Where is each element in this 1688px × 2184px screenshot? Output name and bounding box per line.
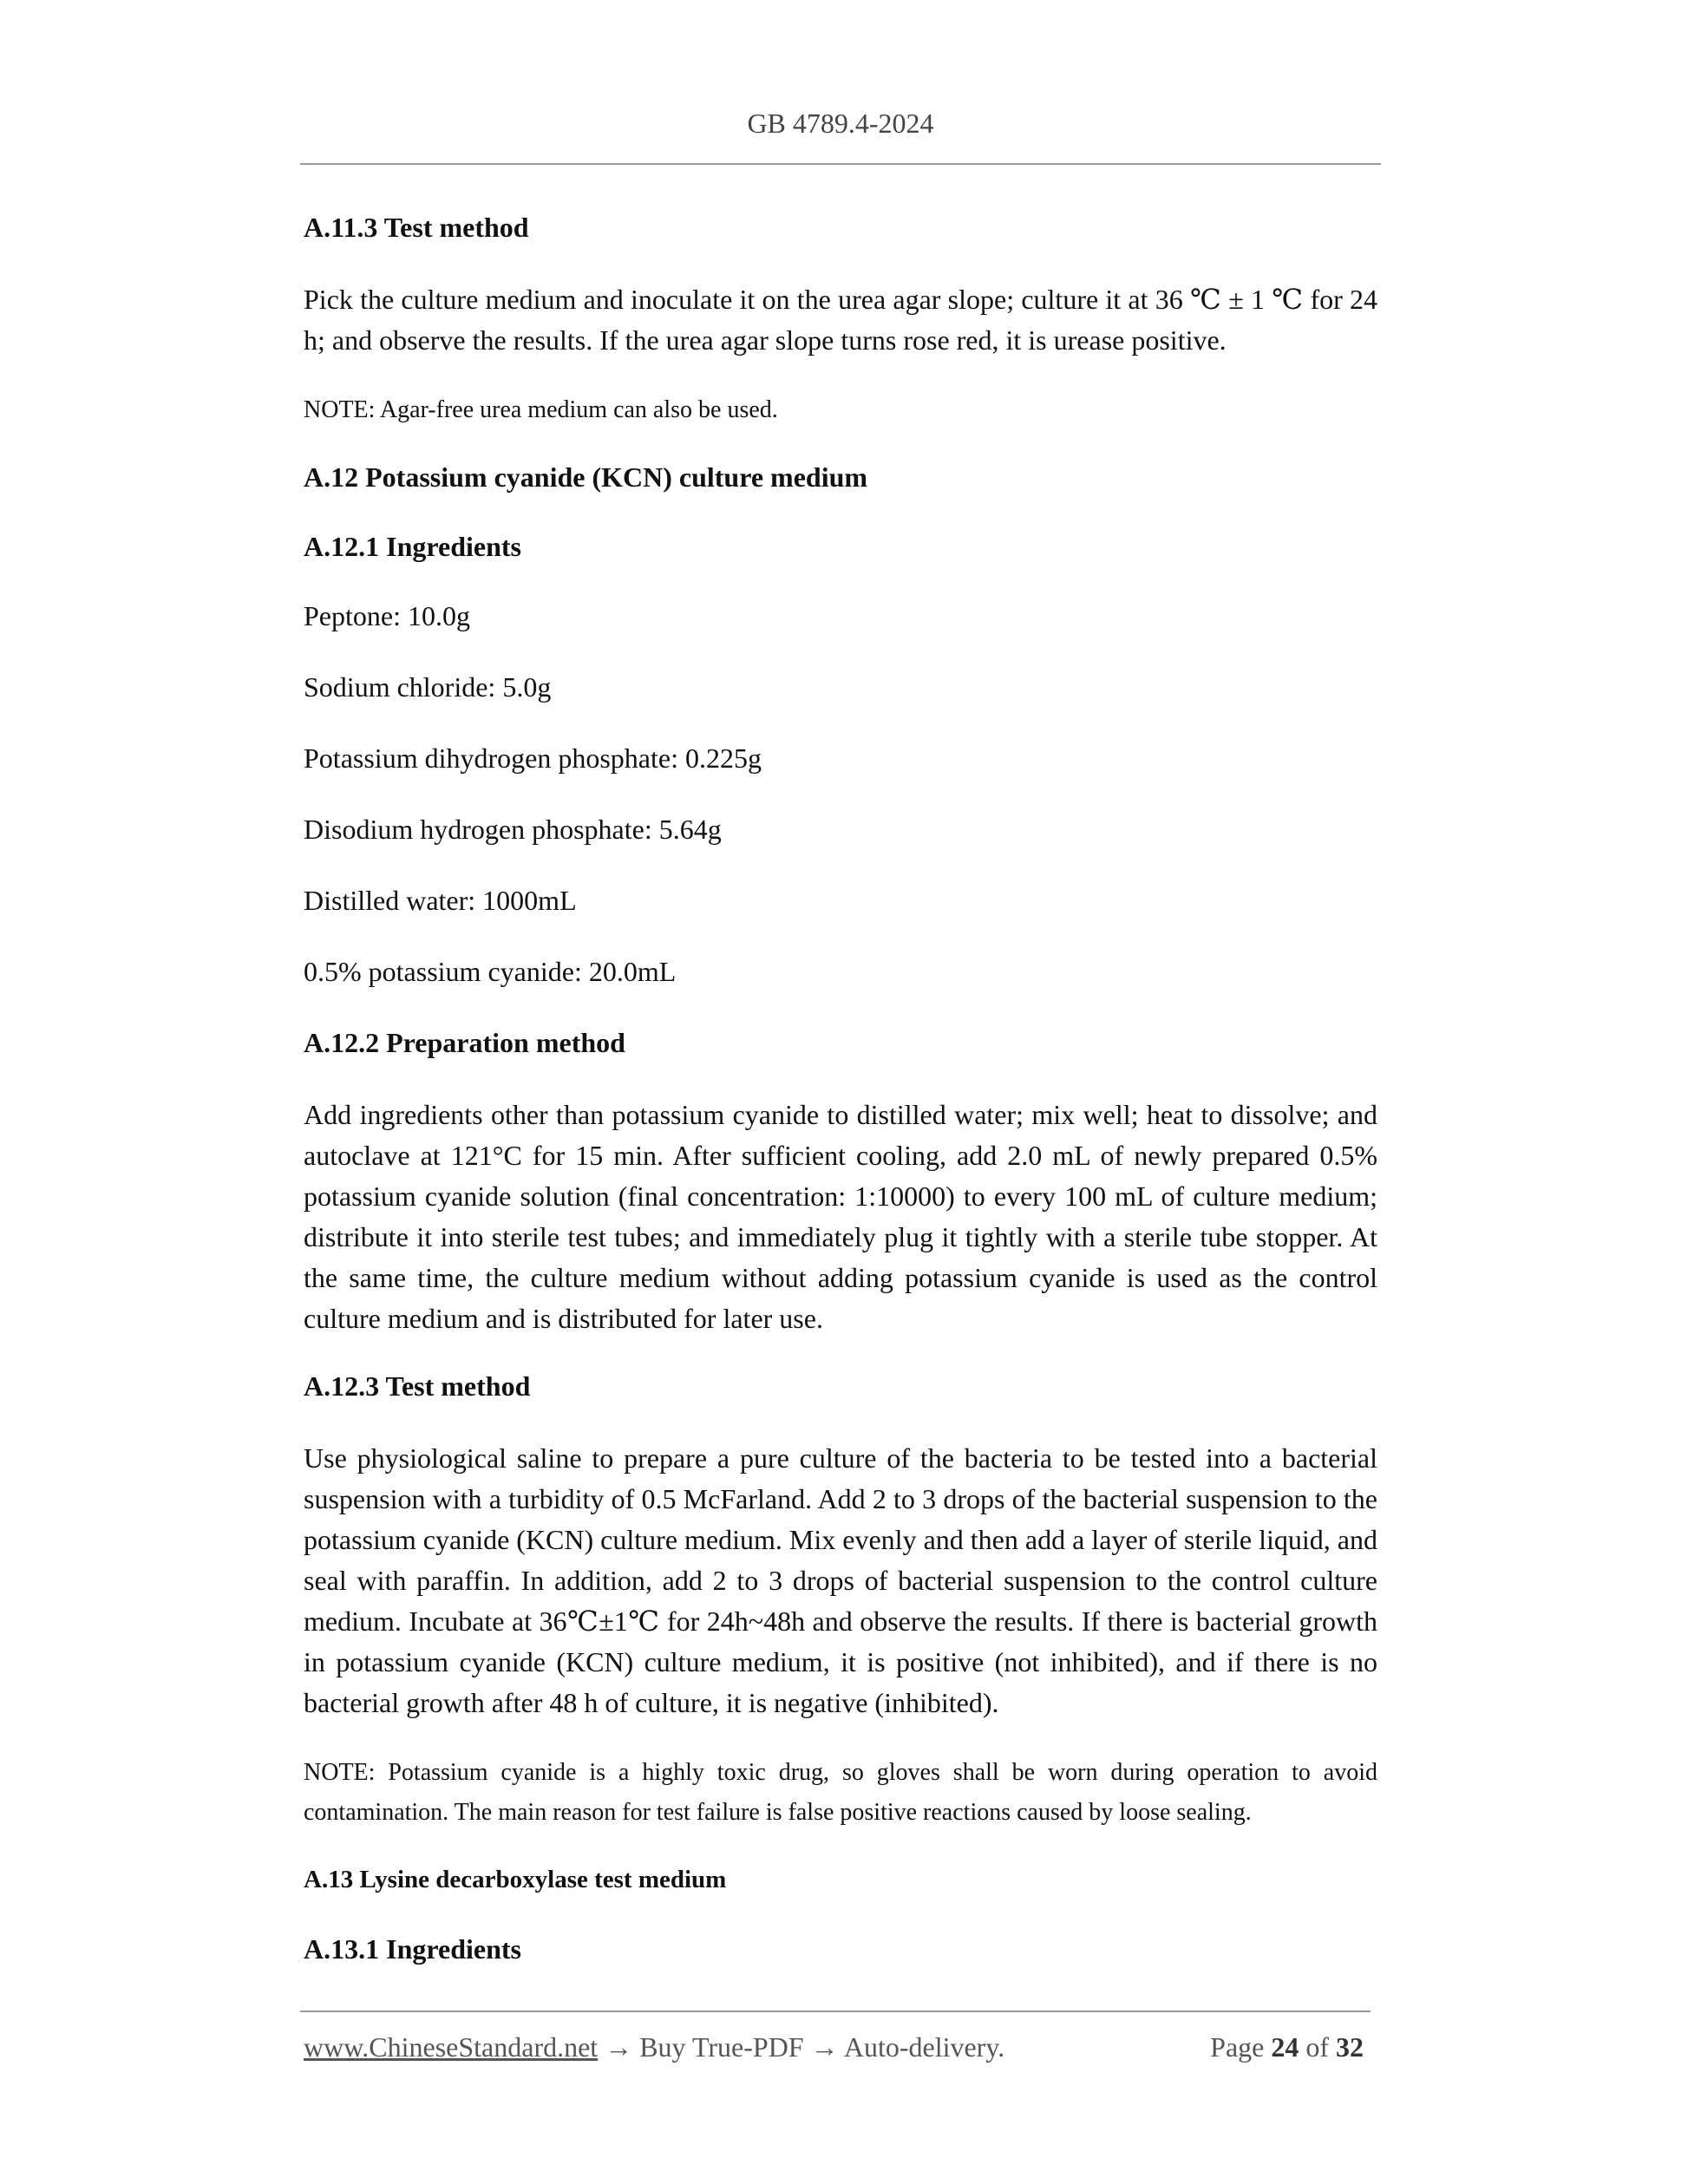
section-a12-2-title: A.12.2 Preparation method	[304, 1027, 625, 1058]
document-body	[304, 210, 1377, 2001]
header-divider	[300, 163, 1381, 165]
section-a13-1-title: A.13.1 Ingredients	[304, 1933, 521, 1965]
ingredient-item: Sodium chloride: 5.0g	[304, 671, 552, 703]
section-a12-3-title: A.12.3 Test method	[304, 1370, 531, 1402]
footer-site-link[interactable]: www.ChineseStandard.net	[304, 2031, 599, 2063]
section-a11-3-note: NOTE: Agar-free urea medium can also be used.	[304, 396, 778, 423]
section-a12-2-body: Add ingredients other than potassium cyanide to distilled water; mix well; heat to dissolve; and autoclave at 121°C for 15 min. After sufficient cooling, add 2.0 mL of newly prepared 0.5% potassium cyanide solution (final concentration: 1:10000) to every 100 mL of culture medium; distribute it into sterile test tubes; and immediately plug it tightly with a sterile tube stopper. At the same time, the culture medium without adding potassium cyanide is used as the control culture medium and is distributed for later use.	[304, 1099, 1377, 1334]
page-number	[1210, 2031, 1364, 2063]
footer-divider	[300, 2011, 1371, 2012]
ingredient-item: Potassium dihydrogen phosphate: 0.225g	[304, 742, 762, 774]
page-header-standard-code: GB 4789.4-2024	[747, 108, 934, 139]
ingredient-item: Distilled water: 1000mL	[304, 885, 577, 916]
footer-promo	[304, 2031, 1004, 2063]
page-label: Page	[1210, 2031, 1265, 2063]
footer-tagline: → Buy True-PDF → Auto-delivery.	[598, 2031, 1005, 2063]
section-a12-3-note: NOTE: Potassium cyanide is a highly toxic drug, so gloves shall be worn during operation to avoid contamination. The main reason for test failure is false positive reactions caused by loose sealing.	[304, 1759, 1377, 1826]
section-a11-3-body: Pick the culture medium and inoculate it on the urea agar slope; culture it at 36 ℃ ± 1 ℃ for 24 h; and observe the results. If the urea agar slope turns rose red, it is urease positive.	[304, 284, 1378, 356]
section-a12-title: A.12 Potassium cyanide (KCN) culture medium	[304, 461, 868, 493]
ingredient-item: Disodium hydrogen phosphate: 5.64g	[304, 814, 722, 845]
ingredient-item: Peptone: 10.0g	[304, 600, 470, 631]
page-current: 24	[1271, 2031, 1299, 2063]
ingredient-item: 0.5% potassium cyanide: 20.0mL	[304, 956, 677, 987]
section-a12-3-body: Use physiological saline to prepare a pure culture of the bacteria to be tested into a bacterial suspension with a turbidity of 0.5 McFarland. Add 2 to 3 drops of the bacterial suspension to the potassium cyanide (KCN) culture medium. Mix evenly and then add a layer of sterile liquid, and seal with paraffin. In addition, add 2 to 3 drops of bacterial suspension to the control culture medium. Incubate at 36℃±1℃ for 24h~48h and observe the results. If there is bacterial growth in potassium cyanide (KCN) culture medium, it is positive (not inhibited), and if there is no bacterial growth after 48 h of culture, it is negative (inhibited).	[304, 1442, 1377, 1718]
page-total: 32	[1336, 2031, 1364, 2063]
section-a13-title: A.13 Lysine decarboxylase test medium	[304, 1866, 727, 1893]
section-a12-1-title: A.12.1 Ingredients	[304, 531, 521, 562]
page-of-label: of	[1305, 2031, 1329, 2063]
section-a11-3-title: A.11.3 Test method	[304, 212, 529, 243]
